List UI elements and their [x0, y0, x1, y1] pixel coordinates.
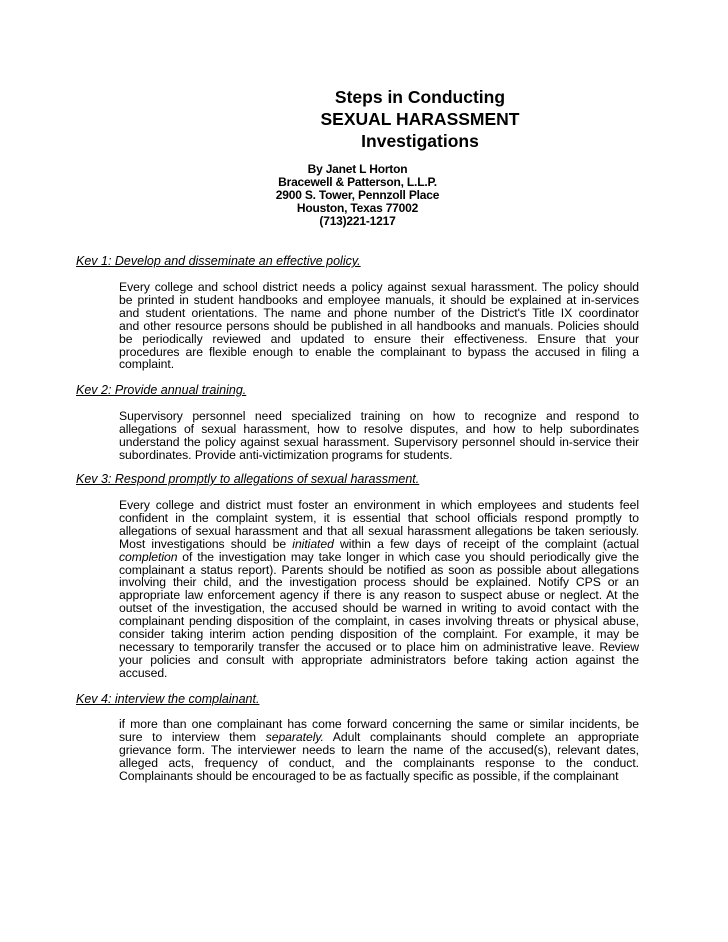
paragraph-line: be periodically reviewed and updated to ensure their effectiveness. Ensure that your [119, 331, 639, 346]
paragraph-line: complaint. [119, 357, 175, 372]
paragraph-line: if more than one complainant has come forward concerning the same or similar incidents, be [119, 717, 639, 731]
paragraph-line: subordinates. Provide anti-victimization programs for students. [119, 447, 453, 462]
key-1-heading: Kev 1: Develop and disseminate an effective policy. [76, 254, 361, 268]
paragraph-line: complainant a status report). Parents should be notified as soon as possible about allegations [119, 562, 639, 577]
key-2-heading: Kev 2: Provide annual training. [76, 383, 247, 397]
paragraph-line: complainant pending disposition of the complaint, in cases involving threats or physical abuse, [119, 614, 639, 629]
paragraph-line: your policies and consult with appropriate administrators before taking action against the [119, 652, 639, 667]
paragraph-line: Every college and school district needs a policy against sexual harassment. The policy should [119, 280, 639, 294]
document-title [280, 86, 560, 152]
paragraph-line: completion of the investigation may take longer in which case you should periodically give the [119, 549, 639, 564]
paragraph-line: necessary to temporarily transfer the accused or to place him on administrative leave. Review [119, 639, 639, 654]
paragraph-line: procedures are flexible enough to enable the complainant to bypass the accused in filing a [119, 344, 639, 359]
key-4-paragraph [119, 718, 639, 783]
title-line-3: Investigations [361, 131, 479, 151]
paragraph-line: consider taking interim action pending disposition of the complaint. For example, it may be [119, 627, 639, 642]
author-block [245, 163, 470, 228]
paragraph-line: and student orientations. The name and phone number of the District's Title IX coordinator [119, 305, 639, 320]
author-byline: By Janet L Horton [307, 162, 408, 176]
paragraph-line: be printed in student handbooks and employee manuals, it should be explained at in-services [119, 292, 639, 307]
key-2-paragraph [119, 410, 639, 462]
paragraph-line: accused. [119, 665, 168, 680]
author-address-1: 2900 S. Tower, Pennzoll Place [275, 188, 440, 202]
paragraph-line: and other resource persons should be published in all handbooks and manuals. Policies should [119, 318, 639, 333]
paragraph-line: Most investigations should be initiated within a few days of receipt of the complaint (actual [119, 536, 639, 551]
paragraph-line: appropriate law enforcement agency if there is any reason to suspect abuse or neglect. At the [119, 588, 639, 603]
key-3-heading: Kev 3: Respond promptly to allegations of sexual harassment. [76, 472, 420, 486]
paragraph-line: involving their child, and the investigation process should be explained. Notify CPS or an [119, 575, 639, 590]
author-address-2: Houston, Texas 77002 [296, 201, 419, 215]
paragraph-line: sure to interview them separately. Adult complainants should complete an appropriate [119, 729, 639, 744]
paragraph-line: Supervisory personnel need specialized training on how to recognize and respond to [119, 409, 639, 423]
paragraph-line: confident in the complaint system, it is essential that school officials respond promptly to [119, 510, 639, 525]
paragraph-line: allegations of sexual harassment, how to resolve disputes, and how to help subordinates [119, 421, 639, 436]
paragraph-line: grievance form. The interviewer needs to learn the name of the accused(s), relevant dates, [119, 742, 639, 757]
title-line-1: Steps in Conducting [334, 87, 506, 107]
paragraph-line: allegations of sexual harassment and that all sexual harassment allegations be taken seriously. [119, 523, 639, 538]
paragraph-line: alleged acts, frequency of conduct, and the complainants response to the conduct. [119, 755, 639, 770]
paragraph-line: Every college and district must foster an environment in which employees and students feel [119, 498, 639, 512]
key-4-heading: Kev 4: interview the complainant. [76, 692, 260, 706]
paragraph-line: Complainants should be encouraged to be as factually specific as possible, if the complainant [119, 768, 619, 783]
title-line-2: SEXUAL HARASSMENT [320, 109, 520, 129]
key-3-paragraph [119, 499, 639, 680]
author-phone: (713)221-1217 [319, 214, 396, 228]
key-1-paragraph [119, 281, 639, 371]
author-firm: Bracewell & Patterson, L.L.P. [278, 175, 437, 189]
paragraph-line: outset of the investigation, the accused should be warned in writing to avoid contact with the [119, 601, 639, 616]
paragraph-line: understand the policy against sexual harassment. Supervisory personnel should in-service their [119, 434, 639, 449]
